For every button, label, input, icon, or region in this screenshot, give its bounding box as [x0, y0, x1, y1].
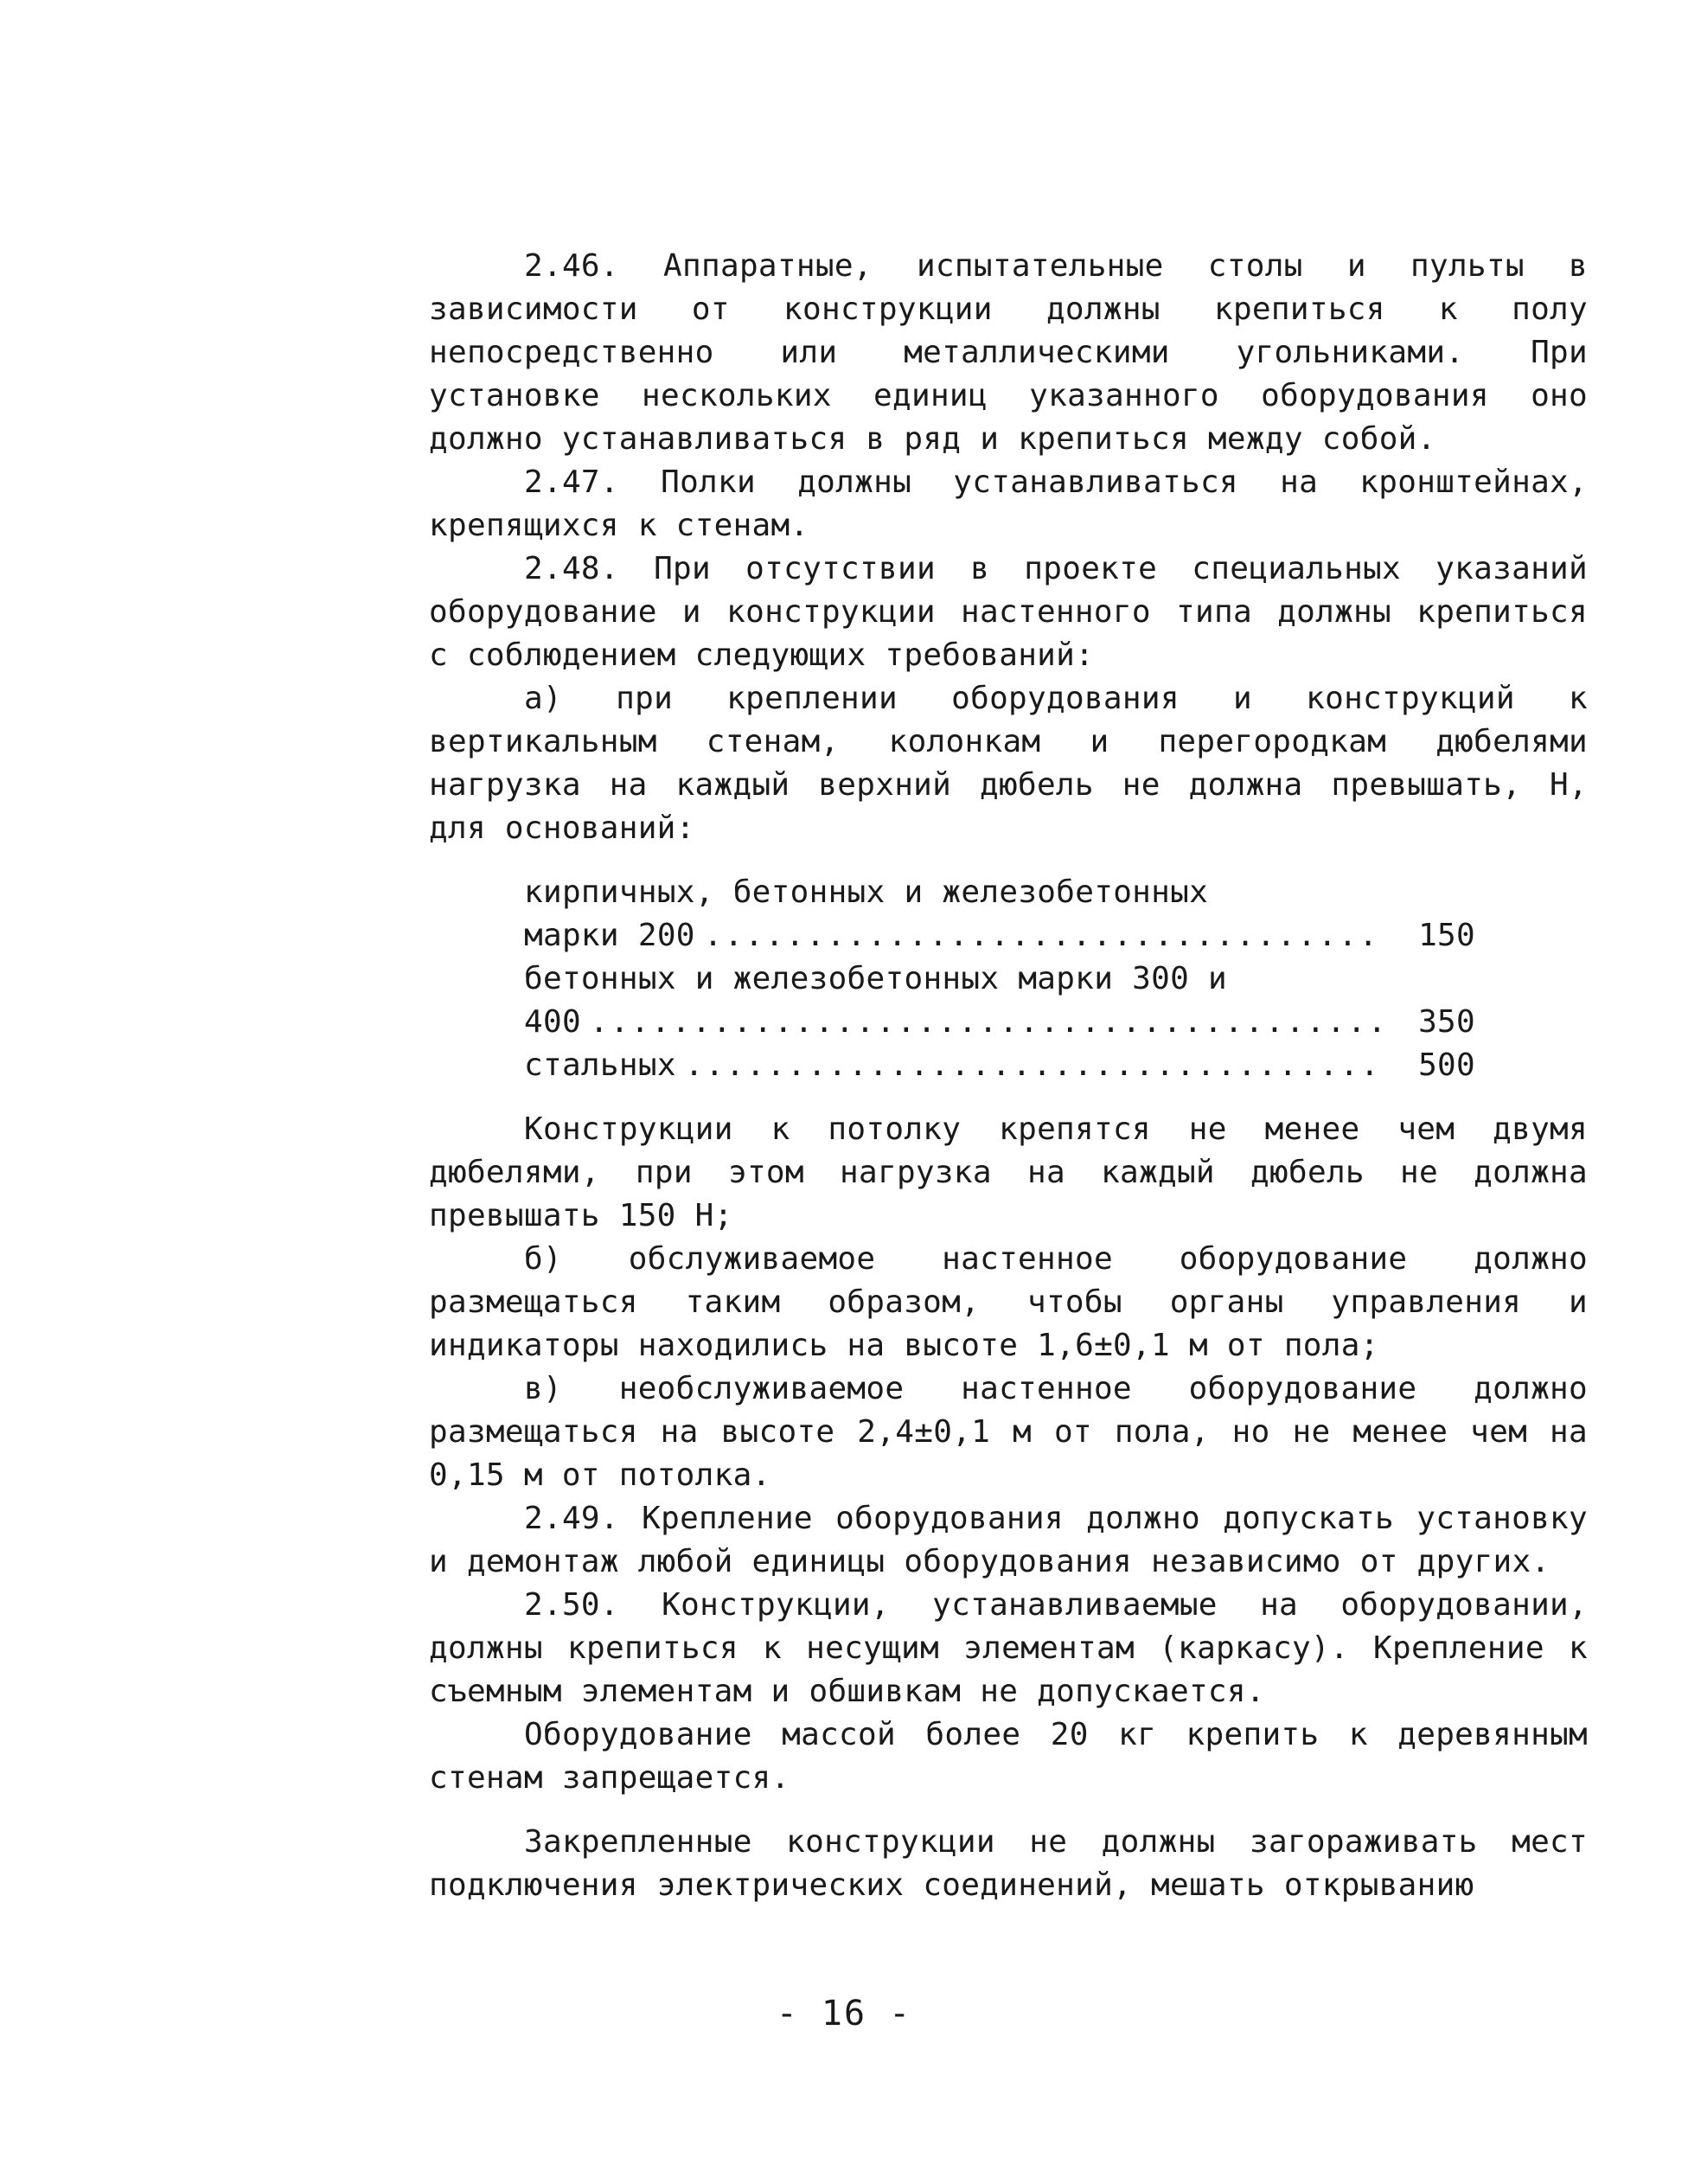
- item-2-48-v: в) необслуживаемое настенное оборудование должно размещаться на высоте 2,4±0,1 м от пола, но не менее чем на 0,15 м от потолка.: [429, 1371, 1588, 1493]
- load-label-1: марки 200: [524, 918, 695, 953]
- page-number: - 16 -: [776, 1994, 912, 2033]
- item-2-48-b: б) обслуживаемое настенное оборудование должно размещаться таким образом, чтобы органы управления и индикаторы находились на высоте 1,6±0,1 м от пола;: [429, 1241, 1588, 1363]
- paragraph-mass: Оборудование массой более 20 кг крепить к деревянным стенам запрещается.: [429, 1717, 1588, 1796]
- item-2-48-a: а) при креплении оборудования и конструкций к вертикальным стенам, колонкам и перегородкам дюбелями нагрузка на каждый верхний дюбель не должна превышать, Н, для оснований:: [429, 681, 1588, 846]
- leader-dots: [704, 914, 1385, 958]
- leader-dots: [685, 1044, 1385, 1087]
- paragraph-2-49: 2.49. Крепление оборудования должно допускать установку и демонтаж любой единицы оборудования независимо от других.: [429, 1501, 1588, 1579]
- load-caption-2: бетонных и железобетонных марки 300 и: [524, 961, 1228, 996]
- paragraph-2-50: 2.50. Конструкции, устанавливаемые на оборудовании, должны крепиться к несущим элементам (каркасу). Крепление к съемным элементам и обшивкам не допускается.: [429, 1587, 1588, 1709]
- leader-dots: [590, 1001, 1385, 1044]
- load-label-2: 400: [524, 1004, 581, 1040]
- load-value-1: 150: [1418, 918, 1475, 953]
- load-row-2: [524, 1001, 1475, 1044]
- load-row-3: [524, 1044, 1475, 1087]
- load-value-2: 350: [1418, 1004, 1475, 1040]
- document-body: [429, 245, 1588, 1907]
- load-row-1: [524, 914, 1475, 958]
- paragraph-ceiling: Конструкции к потолку крепятся не менее чем двумя дюбелями, при этом нагрузка на каждый дюбель не должна превышать 150 Н;: [429, 1111, 1588, 1233]
- paragraph-fixed: Закрепленные конструкции не должны загораживать мест подключения электрических соединений, мешать открыванию: [429, 1824, 1588, 1903]
- load-label-3: стальных: [524, 1047, 676, 1083]
- paragraph-2-47: 2.47. Полки должны устанавливаться на кронштейнах, крепящихся к стенам.: [429, 464, 1588, 543]
- load-caption-1: кирпичных, бетонных и железобетонных: [524, 874, 1209, 910]
- load-table: [524, 871, 1475, 1087]
- paragraph-2-48: 2.48. При отсутствии в проекте специальных указаний оборудование и конструкции настенного типа должны крепиться с соблюдением следующих требований:: [429, 551, 1588, 673]
- paragraph-2-46: 2.46. Аппаратные, испытательные столы и пульты в зависимости от конструкции должны крепиться к полу непосредственно или металлическими угольниками. При установке нескольких единиц указанного оборудования оно должно устанавливаться в ряд и крепиться между собой.: [429, 248, 1588, 457]
- load-value-3: 500: [1418, 1047, 1475, 1083]
